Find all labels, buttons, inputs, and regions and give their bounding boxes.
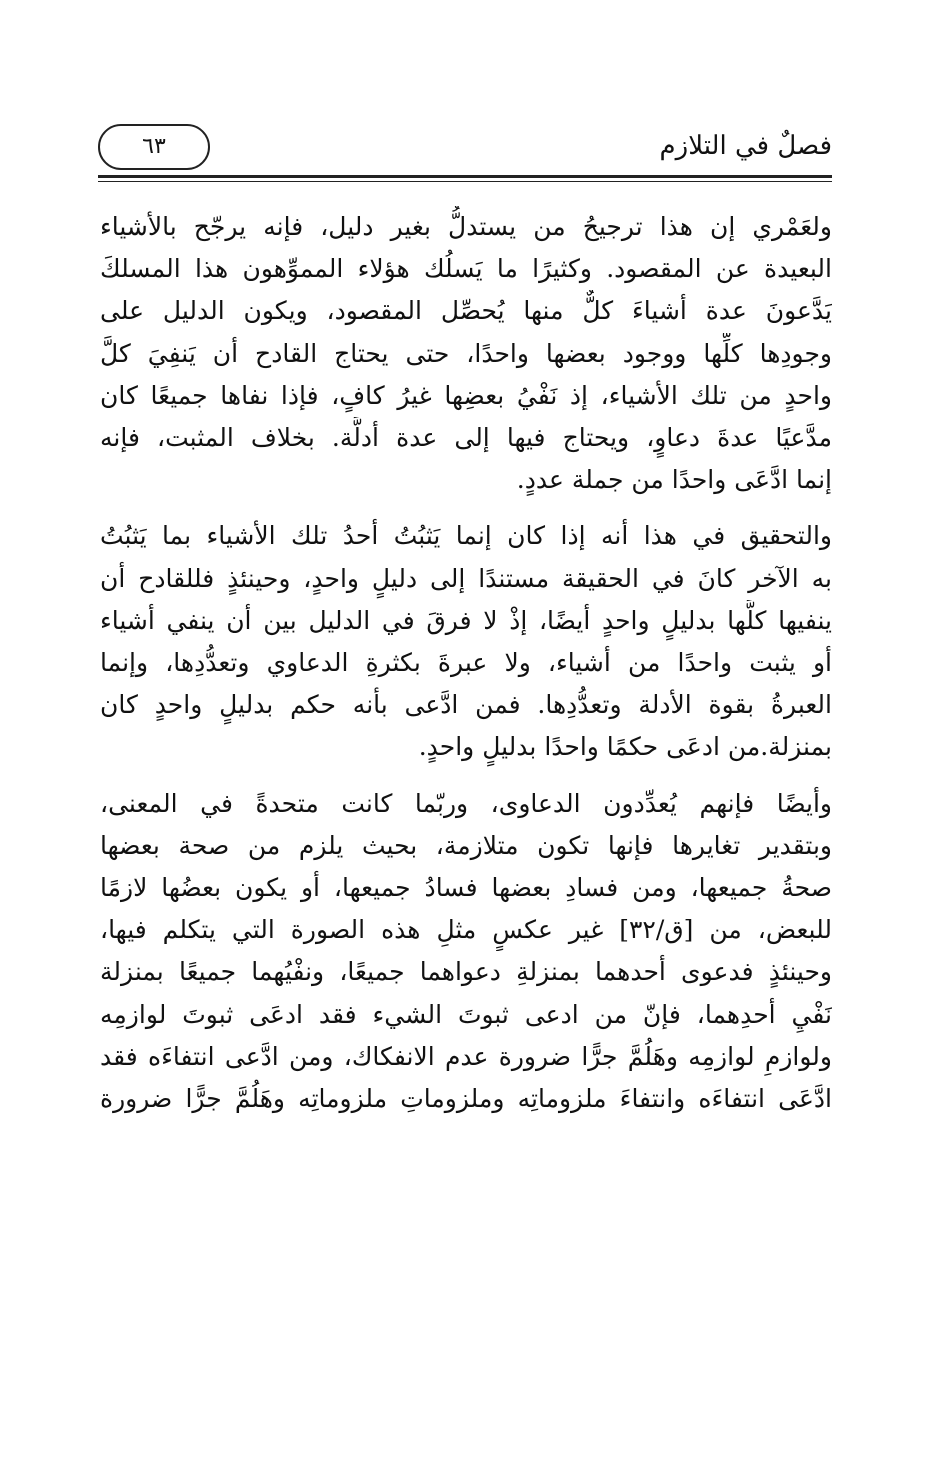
text-line: نَفْيِ أحدِهما، فإنّ من ادعى ثبوتَ الشيء فقد ادعَى ثبوتَ لوازمِه xyxy=(100,999,832,1029)
text-line: ينفيها كلَّها بدليلٍ واحدٍ أيضًا، إذْ لا فرقَ في الدليل بين أن ينفي أشياء xyxy=(100,605,832,635)
text-line: وحينئذٍ فدعوى أحدهما بمنزلةِ دعواهما جميعًا، ونفْيُهما جميعًا بمنزلة xyxy=(100,957,832,987)
text-line: مدَّعيًا عدةَ دعاوٍ، ويحتاج فيها إلى عدة أدلَّة. بخلاف المثبت، فإنه xyxy=(100,423,832,453)
running-title: فصلٌ في التلازم xyxy=(659,131,832,161)
text-line: بمنزلة.من ادعَى حكمًا واحدًا بدليلٍ واحدٍ. xyxy=(418,732,832,762)
text-line: وبتقدير تغايرها فإنها تكون متلازمة، بحيث يلزم من صحة بعضها xyxy=(100,830,832,860)
text-line: واحدٍ من تلك الأشياء، إذ نَفْيُ بعضِها غيرُ كافٍ، فإذا نفاها جميعًا كان xyxy=(100,380,832,410)
text-line: يَدَّعونَ عدة أشياءَ كلٌّ منها يُحصِّل المقصود، ويكون الدليل على xyxy=(100,296,832,326)
text-line: البعيدة عن المقصود. وكثيرًا ما يَسلُك هؤلاء المموِّهون هذا المسلكَ xyxy=(100,254,832,284)
page-number: ٦٣ xyxy=(142,134,166,159)
text-line: به الآخر كانَ في الحقيقة مستندًا إلى دليلٍ واحدٍ، وحينئذٍ فللقادح أن xyxy=(100,563,832,593)
text-line: وأيضًا فإنهم يُعدِّدون الدعاوى، وربّما كانت متحدةً في المعنى، xyxy=(100,788,832,818)
header-rule-thin xyxy=(98,181,832,182)
text-line: والتحقيق في هذا أنه إذا كان إنما يَثبُتُ أحدُ تلك الأشياء بما يَثبُتُ xyxy=(100,521,832,551)
page-header xyxy=(98,118,832,178)
text-line: صحةُ جميعها، ومن فسادِ بعضها فسادُ جميعها، أو يكون بعضُها لازمًا xyxy=(100,873,832,903)
header-rule-thick xyxy=(98,175,832,178)
text-line: ولوازمِ لوازمِه وهَلُمَّ جرًّا ضرورة عدم الانفكاك، ومن ادَّعى انتفاءَه فقد xyxy=(100,1041,832,1071)
text-line: أو يثبت واحدًا من أشياء، ولا عبرةَ بكثرةِ الدعاوي وتعدُّدِها، وإنما xyxy=(100,648,832,678)
text-line: ولعَمْري إن هذا ترجيحُ من يستدلُّ بغير دليل، فإنه يرجّح بالأشياء xyxy=(100,212,832,241)
paragraph-3 xyxy=(100,783,832,1121)
text-line: وجودِها كلِّها ووجود بعضها واحدًا، حتى يحتاج القادح أن يَنفِيَ كلَّ xyxy=(100,338,832,368)
text-line: العبرةُ بقوة الأدلة وتعدُّدِها. فمن ادَّعى بأنه حكم بدليلٍ واحدٍ كان xyxy=(100,690,832,720)
page-number-frame xyxy=(98,124,210,170)
text-line: إنما ادَّعَى واحدًا من جملة عددٍ. xyxy=(516,465,832,495)
paragraph-2 xyxy=(100,515,832,768)
body-text xyxy=(100,206,832,1120)
text-line: ادَّعَى انتفاءَه وانتفاءَ ملزوماتِه وملزوماتِ ملزوماتِه وهَلُمَّ جرًّا ضرورة xyxy=(100,1084,832,1114)
paragraph-1 xyxy=(100,206,832,501)
text-line: للبعض، من [ق/٣٢] غير عكسٍ مثلِ هذه الصورة التي يتكلم فيها، xyxy=(100,915,832,945)
